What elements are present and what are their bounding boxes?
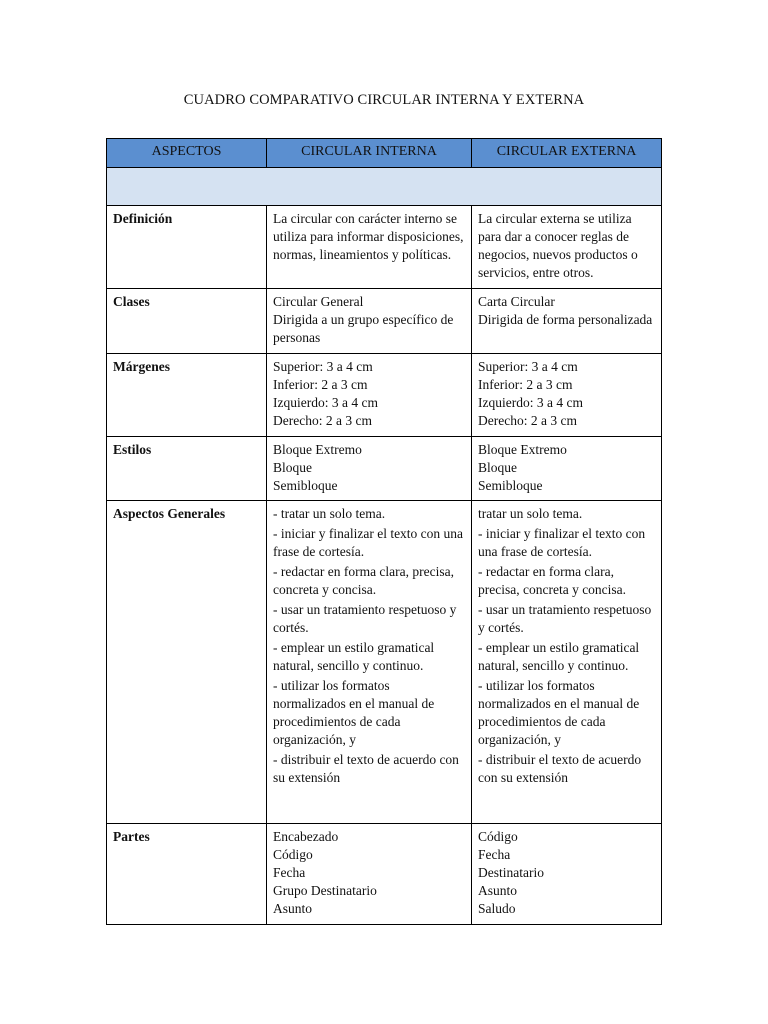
list-item: - redactar en forma clara, precisa, concreta y concisa. [478,564,627,597]
row-label: Márgenes [107,354,267,437]
cell-text: Bloque Extremo [478,442,567,457]
cell-externa [472,354,662,437]
list-item: - utilizar los formatos normalizados en el manual de procedimientos de cada organización, y [478,678,640,747]
cell-text: Grupo Destinatario [273,883,377,898]
list-item: - usar un tratamiento respetuoso y cortés. [478,602,652,635]
comparison-table [106,138,662,925]
cell-interna [267,501,472,824]
cell-interna [267,437,472,501]
document-title: CUADRO COMPARATIVO CIRCULAR INTERNA Y EXTERNA [183,92,585,108]
cell-text: La circular externa se utiliza para dar a conocer reglas de negocios, nuevos productos o servicios, entre otros. [478,211,638,280]
cell-text: Encabezado [273,829,339,844]
list-item: - utilizar los formatos normalizados en el manual de procedimientos de cada organización, y [273,678,435,747]
table-row [107,824,662,925]
header-circular-externa: CIRCULAR EXTERNA [472,139,662,168]
cell-text: Izquierdo: 3 a 4 cm [478,395,583,410]
cell-text: Superior: 3 a 4 cm [478,359,578,374]
list-item: - iniciar y finalizar el texto con una frase de cortesía. [478,526,646,559]
list-item: - emplear un estilo gramatical natural, sencillo y continuo. [478,640,640,673]
list-item: - distribuir el texto de acuerdo con su extensión [478,752,642,785]
table-row [107,501,662,824]
cell-externa [472,824,662,925]
cell-externa [472,437,662,501]
list-item: - distribuir el texto de acuerdo con su extensión [273,752,459,785]
cell-text: Fecha [478,847,511,862]
cell-text: Destinatario [478,865,544,880]
cell-text: Inferior: 2 a 3 cm [273,377,368,392]
cell-text: Derecho: 2 a 3 cm [273,413,372,428]
cell-text: Inferior: 2 a 3 cm [478,377,573,392]
list-item: - emplear un estilo gramatical natural, sencillo y continuo. [273,640,435,673]
cell-text: Bloque [478,460,517,475]
cell-text: Fecha [273,865,306,880]
cell-text: Bloque [273,460,312,475]
shaded-band-row [107,168,662,206]
cell-interna [267,206,472,289]
table-header-row [107,139,662,168]
list-item: - redactar en forma clara, precisa, concreta y concisa. [273,564,455,597]
cell-text: Semibloque [478,478,543,493]
cell-text: Dirigida a un grupo específico de personas [273,312,454,345]
cell-text: Asunto [273,901,313,916]
cell-interna [267,289,472,354]
cell-text: Saludo [478,901,516,916]
cell-text: Dirigida de forma personalizada [478,312,653,327]
row-label: Aspectos Generales [107,501,267,824]
row-label: Estilos [107,437,267,501]
list-item: tratar un solo tema. [478,506,583,521]
row-label: Clases [107,289,267,354]
cell-text: Código [478,829,518,844]
cell-text: La circular con carácter interno se utiliza para informar disposiciones, normas, lineamientos y políticas. [273,211,464,262]
cell-externa [472,501,662,824]
cell-text: Bloque Extremo [273,442,362,457]
cell-externa [472,206,662,289]
cell-text: Asunto [478,883,518,898]
shaded-band-cell [107,168,662,206]
cell-text: Circular General [273,294,364,309]
table-row [107,354,662,437]
cell-interna [267,354,472,437]
cell-text: Izquierdo: 3 a 4 cm [273,395,378,410]
cell-text: Derecho: 2 a 3 cm [478,413,577,428]
row-label: Partes [107,824,267,925]
cell-text: Superior: 3 a 4 cm [273,359,373,374]
header-circular-interna: CIRCULAR INTERNA [267,139,472,168]
header-aspectos: ASPECTOS [107,139,267,168]
cell-externa [472,289,662,354]
cell-interna [267,824,472,925]
cell-text: Carta Circular [478,294,555,309]
cell-text: Semibloque [273,478,338,493]
list-item: - usar un tratamiento respetuoso y cortés. [273,602,457,635]
table-row [107,206,662,289]
table-row [107,437,662,501]
row-label: Definición [107,206,267,289]
cell-text: Código [273,847,313,862]
list-item: - tratar un solo tema. [273,506,386,521]
table-row [107,289,662,354]
list-item: - iniciar y finalizar el texto con una frase de cortesía. [273,526,464,559]
